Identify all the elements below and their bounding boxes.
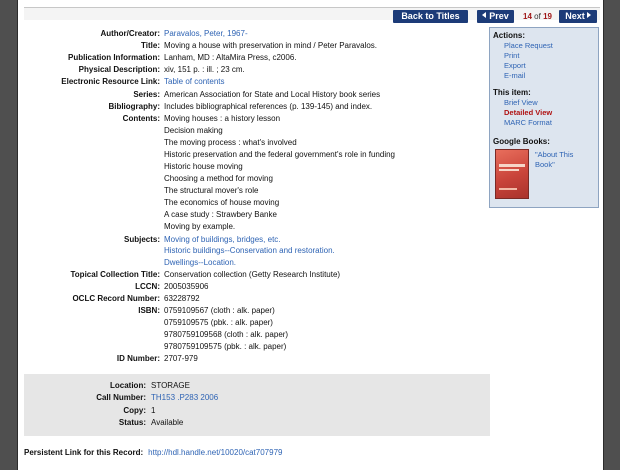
persistent-link-label: Persistent Link for this Record:	[24, 448, 144, 457]
publication-value: Lanham, MD : AltaMira Press, c2006.	[164, 53, 297, 62]
isbn-value: 9780759109568 (cloth : alk. paper)	[164, 330, 289, 339]
author-label: Author/Creator:	[100, 29, 160, 38]
contents-row	[24, 137, 494, 149]
back-to-titles-button[interactable]: Back to Titles	[393, 10, 468, 23]
isbn-value: 0759109567 (cloth : alk. paper)	[164, 306, 275, 315]
subject-link[interactable]: Dwellings--Location.	[164, 258, 237, 267]
publication-row	[24, 52, 494, 64]
contents-row	[24, 125, 494, 137]
record-pager	[516, 10, 559, 23]
next-arrow-icon	[587, 12, 591, 18]
contents-row	[24, 173, 494, 185]
lccn-value: 2005035906	[164, 282, 209, 291]
title-label: Title:	[141, 41, 160, 50]
status-value: Available	[151, 418, 184, 427]
brief-view-link[interactable]: Brief View	[504, 98, 538, 107]
location-label: Location:	[110, 381, 146, 390]
contents-item: A case study : Strawbery Banke	[164, 210, 277, 219]
actions-sidebar	[489, 27, 599, 208]
physical-label: Physical Description:	[78, 65, 160, 74]
id-label: ID Number:	[116, 354, 160, 363]
record-page	[17, 0, 604, 470]
resource-link-label: Electronic Resource Link:	[61, 77, 160, 86]
subjects-row	[24, 245, 494, 257]
current-record: 14	[523, 12, 532, 21]
copy-value: 1	[151, 406, 156, 415]
contents-item: Choosing a method for moving	[164, 174, 273, 183]
publication-label: Publication Information:	[68, 53, 160, 62]
contents-item: The structural mover's role	[164, 186, 259, 195]
cover-title-mark	[499, 164, 525, 167]
topical-value: Conservation collection (Getty Research Institute)	[164, 270, 341, 279]
topical-label: Topical Collection Title:	[70, 270, 160, 279]
bibliography-row	[24, 101, 494, 113]
contents-row	[24, 149, 494, 161]
isbn-value: 0759109575 (pbk. : alk. paper)	[164, 318, 273, 327]
isbn-label: ISBN:	[138, 306, 160, 315]
prev-arrow-icon	[482, 12, 486, 18]
next-label: Next	[565, 11, 585, 21]
contents-item: The economics of house moving	[164, 198, 280, 207]
series-value: American Association for State and Local History book series	[164, 90, 381, 99]
isbn-value: 9780759109575 (pbk. : alk. paper)	[164, 342, 287, 351]
copy-row	[24, 405, 494, 417]
id-row	[24, 353, 494, 365]
status-row	[24, 417, 494, 429]
bibliography-label: Bibliography:	[108, 102, 160, 111]
id-value: 2707-979	[164, 354, 198, 363]
location-row	[24, 380, 494, 392]
total-records: 19	[543, 12, 552, 21]
lccn-row	[24, 281, 494, 293]
detailed-view-link[interactable]: Detailed View	[504, 108, 553, 117]
google-books-heading: Google Books:	[493, 137, 550, 146]
contents-item: Historic house moving	[164, 162, 243, 171]
oclc-value: 63228792	[164, 294, 200, 303]
lccn-label: LCCN:	[135, 282, 160, 291]
marc-format-link[interactable]: MARC Format	[504, 118, 552, 127]
topical-row	[24, 269, 494, 281]
physical-row	[24, 64, 494, 76]
contents-row	[24, 161, 494, 173]
call-number-link[interactable]: TH153 .P283 2006	[151, 393, 219, 402]
contents-row	[24, 113, 494, 125]
isbn-row	[24, 341, 494, 353]
contents-item: The moving process : what's involved	[164, 138, 297, 147]
contents-row	[24, 221, 494, 233]
resource-link-row	[24, 76, 494, 88]
about-this-book-link[interactable]: "About This Book"	[535, 150, 574, 169]
oclc-row	[24, 293, 494, 305]
subjects-label: Subjects:	[123, 235, 160, 244]
place-request-link[interactable]: Place Request	[504, 41, 553, 50]
pager-of: of	[534, 12, 541, 21]
location-value: STORAGE	[151, 381, 190, 390]
prev-label: Prev	[489, 11, 509, 21]
subject-link[interactable]: Historic buildings--Conservation and restoration.	[164, 246, 335, 255]
contents-item: Historic preservation and the federal government's role in funding	[164, 150, 395, 159]
contents-row	[24, 209, 494, 221]
contents-item: Moving houses : a history lesson	[164, 114, 281, 123]
this-item-heading: This item:	[493, 88, 531, 97]
call-number-label: Call Number:	[96, 393, 146, 402]
isbn-row	[24, 329, 494, 341]
persistent-link-row	[24, 447, 282, 459]
bibliography-value: Includes bibliographical references (p. 139-145) and index.	[164, 102, 373, 111]
contents-item: Moving by example.	[164, 222, 236, 231]
prev-button[interactable]	[477, 10, 514, 23]
contents-item: Decision making	[164, 126, 223, 135]
status-label: Status:	[118, 418, 146, 427]
isbn-row	[24, 305, 494, 317]
book-cover-thumbnail[interactable]	[495, 149, 529, 199]
author-link[interactable]: Paravalos, Peter, 1967-	[164, 29, 248, 38]
physical-value: xiv, 151 p. : ill. ; 23 cm.	[164, 65, 245, 74]
author-row	[24, 28, 494, 40]
contents-label: Contents:	[122, 114, 160, 123]
isbn-row	[24, 317, 494, 329]
oclc-label: OCLC Record Number:	[72, 294, 160, 303]
copy-label: Copy:	[123, 406, 146, 415]
title-value: Moving a house with preservation in mind / Peter Paravalos.	[164, 41, 377, 50]
next-button[interactable]	[559, 10, 597, 23]
table-of-contents-link[interactable]: Table of contents	[164, 77, 225, 86]
cover-author-mark	[499, 188, 517, 190]
series-row	[24, 89, 494, 101]
email-link[interactable]: E-mail	[504, 71, 526, 80]
call-number-row	[24, 392, 494, 404]
print-link[interactable]: Print	[504, 51, 520, 60]
series-label: Series:	[133, 90, 160, 99]
actions-heading: Actions:	[493, 31, 525, 40]
cover-title-mark	[499, 169, 519, 171]
contents-row	[24, 185, 494, 197]
title-row	[24, 40, 494, 52]
contents-row	[24, 197, 494, 209]
export-link[interactable]: Export	[504, 61, 526, 70]
subject-link[interactable]: Moving of buildings, bridges, etc.	[164, 235, 281, 244]
subjects-row	[24, 257, 494, 269]
persistent-link[interactable]: http://hdl.handle.net/10020/cat707979	[148, 448, 283, 457]
